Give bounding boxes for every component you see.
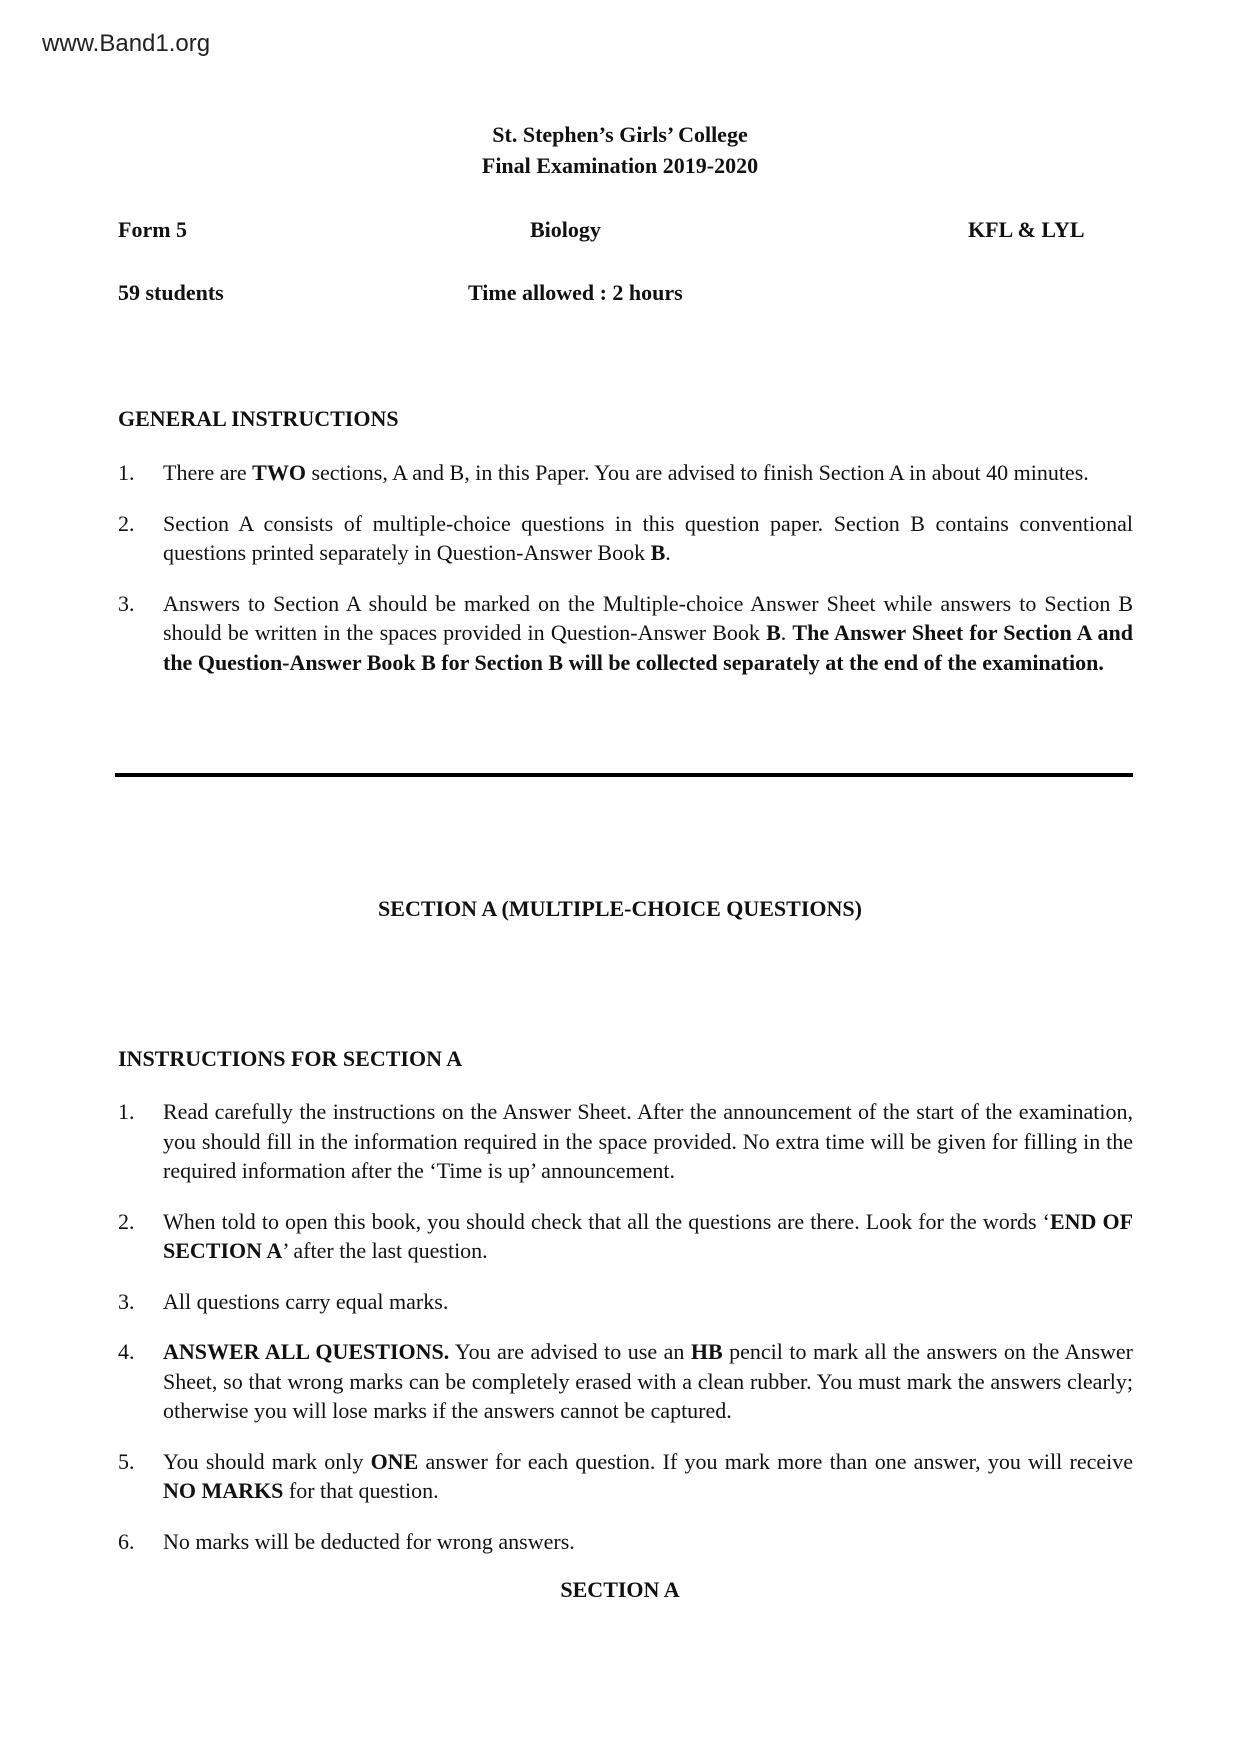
item-text: No marks will be deducted for wrong answers. <box>163 1528 575 1554</box>
item-text: When told to open this book, you should check that all the questions are there. Look for the words ‘ <box>163 1208 1050 1234</box>
item-text: pencil to mark all the answers on the Answer Sheet, so that wrong marks can be completely erased with a clean rubber. You must mark the answers clearly; otherwise you will lose marks if the answers cannot be captured. <box>163 1339 1133 1423</box>
item-number: 2. <box>118 510 135 536</box>
instruction-item <box>118 1287 1133 1317</box>
instruction-item <box>118 1097 1133 1186</box>
instruction-item <box>118 589 1133 678</box>
instruction-item <box>118 458 1133 488</box>
time-allowed: Time allowed : 2 hours <box>468 280 683 305</box>
instruction-item <box>118 509 1133 568</box>
section-a-heading: SECTION A <box>560 1577 680 1602</box>
item-number: 3. <box>118 590 135 616</box>
item-number: 5. <box>118 1448 135 1474</box>
instruction-item <box>118 1447 1133 1506</box>
general-instructions-list <box>118 458 1133 698</box>
bold-text: HB <box>690 1339 723 1364</box>
item-text: . <box>665 540 671 565</box>
divider-rule <box>115 773 1133 777</box>
watermark: www.Band1.org <box>42 30 211 57</box>
bold-text: END OF SECTION A <box>163 1208 1134 1263</box>
bold-text: ANSWER ALL QUESTIONS. <box>163 1339 450 1364</box>
section-a-instructions-heading: INSTRUCTIONS FOR SECTION A <box>118 1046 463 1071</box>
item-number: 1. <box>118 460 135 485</box>
instruction-item <box>118 1207 1133 1266</box>
item-number: 3. <box>118 1288 135 1314</box>
section-a-title: SECTION A (MULTIPLE-CHOICE QUESTIONS) <box>378 896 862 921</box>
bold-text: B <box>650 540 666 565</box>
item-text: answer for each question. If you mark more than one answer, you will receive <box>418 1448 1133 1474</box>
bold-text: B <box>766 620 781 645</box>
item-text: ’ after the last question. <box>282 1238 488 1263</box>
bold-text: TWO <box>252 460 306 485</box>
student-count: 59 students <box>118 280 224 305</box>
section-a-instructions-list <box>118 1097 1133 1577</box>
item-text: You should mark only <box>163 1448 371 1474</box>
item-text: Section A consists of multiple-choice questions in this question paper. Section B contains conventional questions printed separately in Question-Answer Book <box>163 510 1133 565</box>
general-instructions-heading: GENERAL INSTRUCTIONS <box>118 406 399 431</box>
form-level: Form 5 <box>118 217 188 242</box>
subject: Biology <box>530 217 601 242</box>
instruction-item <box>118 1527 1133 1557</box>
item-number: 4. <box>118 1339 135 1364</box>
item-text: sections, A and B, in this Paper. You are advised to finish Section A in about 40 minutes. <box>305 460 1089 485</box>
bold-text: NO MARKS <box>163 1478 284 1503</box>
bold-text: The Answer Sheet for Section A and the Question-Answer Book B for Section B will be collected separately at the end of the examination. <box>163 620 1134 675</box>
item-text: You are advised to use an <box>449 1339 691 1364</box>
school-name: St. Stephen’s Girls’ College <box>492 122 748 147</box>
item-text: All questions carry equal marks. <box>163 1288 449 1314</box>
item-number: 2. <box>118 1208 135 1234</box>
bold-text: ONE <box>370 1448 419 1474</box>
instruction-item <box>118 1337 1133 1426</box>
teachers: KFL & LYL <box>968 217 1085 242</box>
item-text: There are <box>163 460 253 485</box>
item-text: for that question. <box>283 1478 439 1503</box>
item-text: . <box>780 620 793 645</box>
exam-title: Final Examination 2019-2020 <box>481 153 759 178</box>
item-text: Answers to Section A should be marked on the Multiple-choice Answer Sheet while answers to Section B should be written in the spaces provided in Question-Answer Book <box>163 590 1133 645</box>
item-number: 1. <box>118 1099 135 1124</box>
item-number: 6. <box>118 1528 135 1554</box>
item-text: Read carefully the instructions on the Answer Sheet. After the announcement of the start of the examination, you should fill in the information required in the space provided. No extra time will be given for filling in the required information after the ‘Time is up’ announcement. <box>163 1099 1133 1183</box>
